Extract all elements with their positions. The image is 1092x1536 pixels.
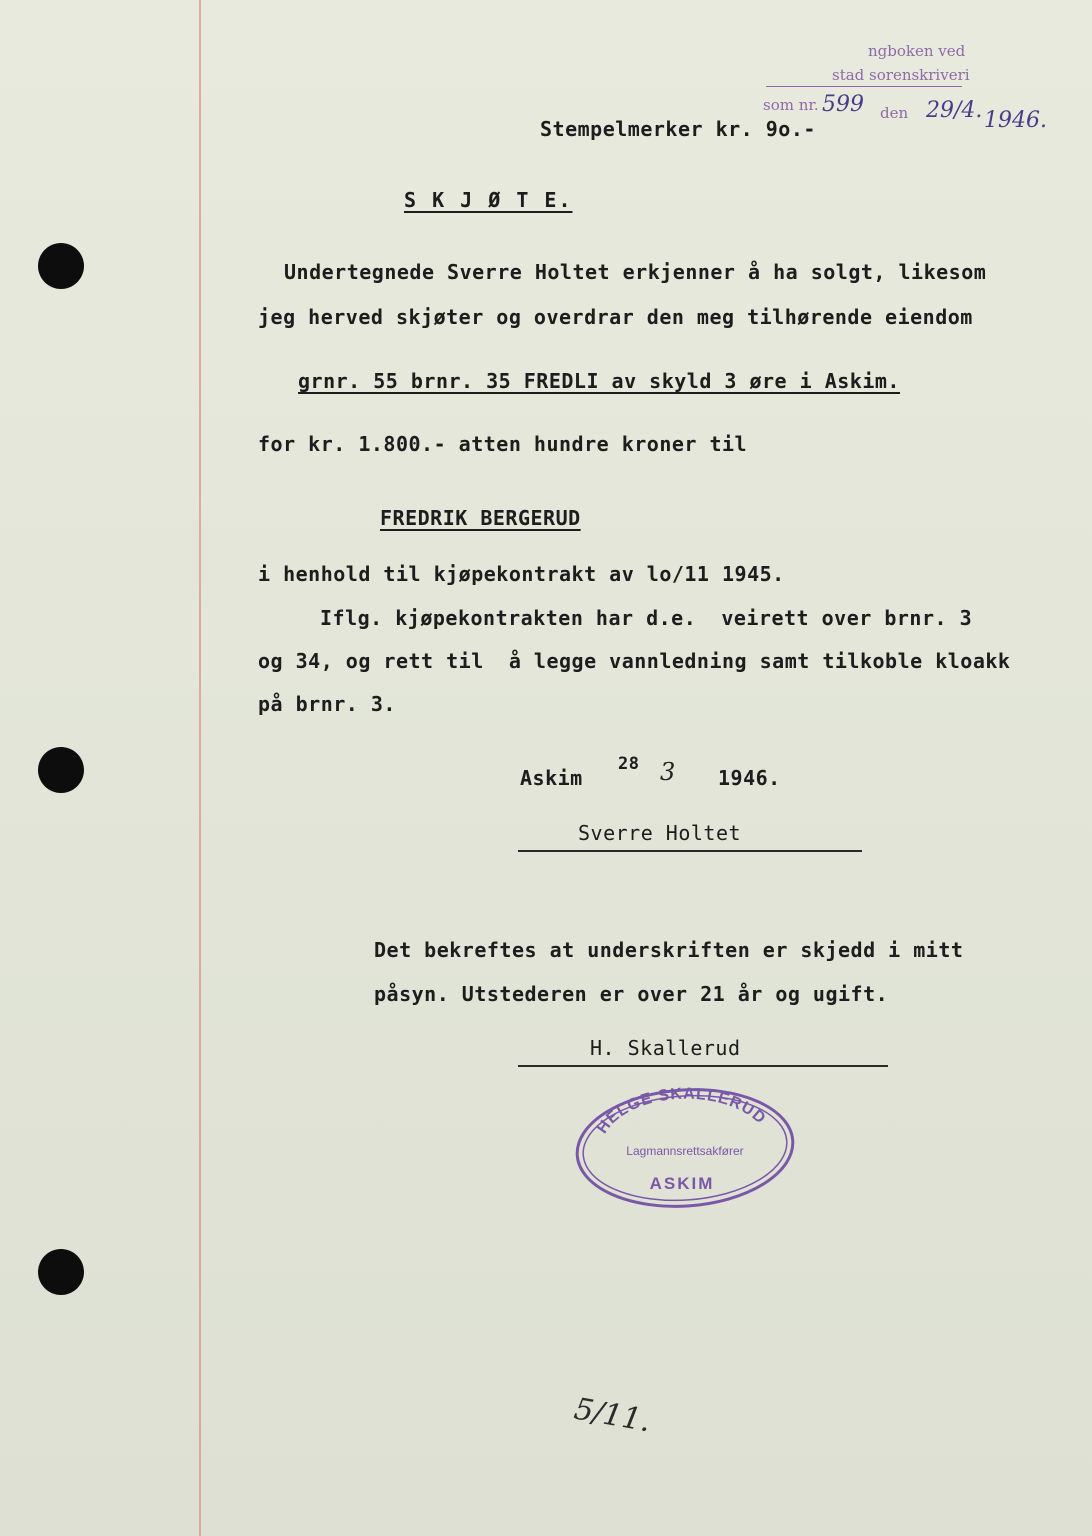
signing-place: Askim — [520, 766, 583, 790]
easement-line-3: på brnr. 3. — [258, 692, 396, 716]
property-description: grnr. 55 brnr. 35 FREDLI av skyld 3 øre i Askim. — [298, 369, 900, 393]
registration-date: 29/4. — [926, 98, 983, 123]
margin-note: 5/11. — [571, 1391, 654, 1440]
attestation-line-1: Det bekreftes at underskriften er skjedd i mitt — [374, 938, 964, 962]
stamp-duty-line: Stempelmerker kr. 9o.- — [540, 117, 816, 141]
seller-signature: Sverre Holtet — [578, 821, 742, 845]
attestation-line-2: påsyn. Utstederen er over 21 år og ugift. — [374, 982, 889, 1006]
witness-signature: H. Skallerud — [590, 1036, 741, 1060]
registration-stamp-line1: ngboken ved — [868, 42, 966, 60]
margin-line — [199, 0, 201, 1536]
registration-stamp-den: den — [880, 104, 909, 122]
punch-hole-middle — [38, 747, 84, 793]
price-line: for kr. 1.800.- atten hundre kroner til — [258, 432, 748, 456]
seller-signature-line — [518, 850, 862, 852]
lawyer-seal — [570, 1083, 800, 1213]
punch-hole-bottom — [38, 1249, 84, 1295]
registration-stamp-line2: stad sorenskriveri — [832, 66, 970, 84]
easement-line-1: Iflg. kjøpekontrakten har d.e. veirett over brnr. 3 — [320, 606, 973, 630]
body-line-2: jeg herved skjøter og overdrar den meg tilhørende eiendom — [258, 305, 973, 329]
registration-stamp-rule — [766, 86, 962, 87]
seal-top-text: HELGE SKALLERUD — [593, 1085, 770, 1137]
registration-year: 1946. — [984, 108, 1047, 133]
body-line-1: Undertegnede Sverre Holtet erkjenner å ha solgt, likesom — [284, 260, 987, 284]
contract-line: i henhold til kjøpekontrakt av lo/11 1945. — [258, 562, 785, 586]
signing-month: 3 — [660, 758, 676, 786]
easement-line-2: og 34, og rett til å legge vannledning samt tilkoble kloakk — [258, 649, 1011, 673]
seal-middle-text: Lagmannsrettsakfører — [626, 1144, 744, 1158]
registration-stamp-prefix: som nr. — [763, 96, 819, 114]
witness-signature-line — [518, 1065, 888, 1067]
buyer-name: FREDRIK BERGERUD — [380, 506, 581, 530]
signing-year: 1946. — [718, 766, 781, 790]
signing-day: 28 — [618, 754, 640, 774]
registration-number: 599 — [822, 92, 864, 117]
document-title: S K J Ø T E. — [404, 188, 573, 212]
seal-bottom-text: ASKIM — [649, 1174, 715, 1193]
punch-hole-top — [38, 243, 84, 289]
